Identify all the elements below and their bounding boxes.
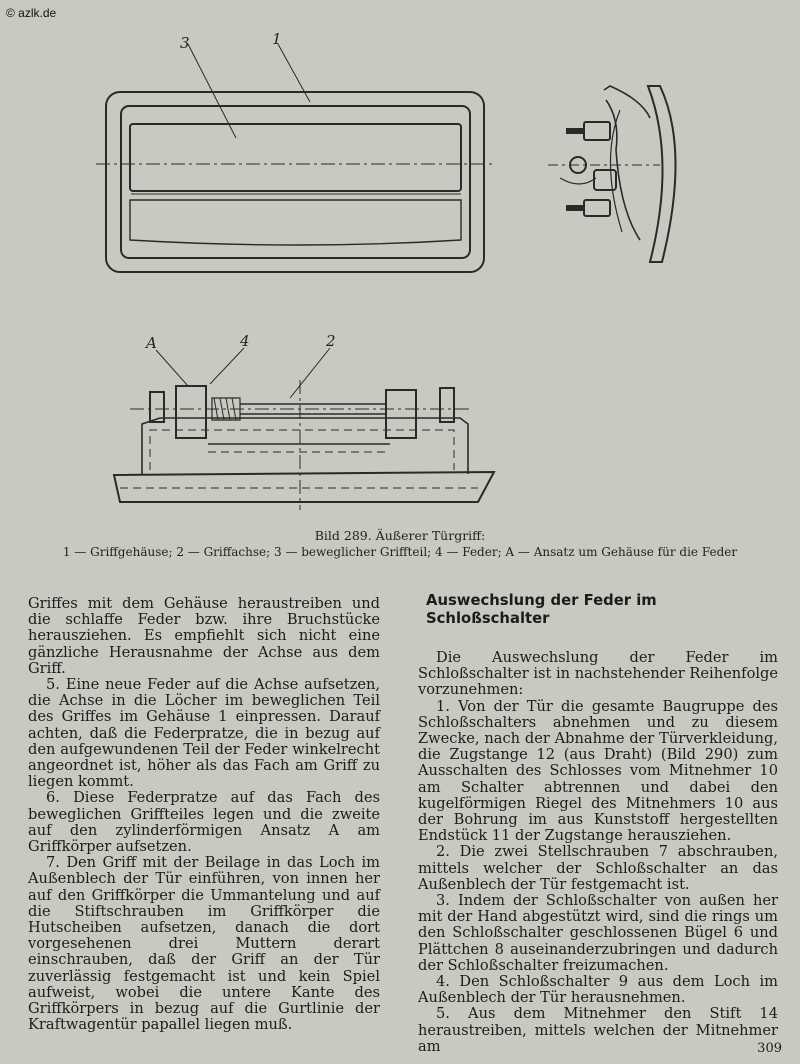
paragraph: 5. Eine neue Feder auf die Achse aufsetzen, die Achse in die Löcher im beweglichen Teil des Griffes im Gehäuse 1 einpressen. Darauf achten, daß die Federpratze, die in bezug auf den aufgewundenen Teil der Feder winkelrecht angeordnet ist, höher als das Fach am Griff zu liegen kommt. — [28, 676, 380, 791]
paragraph: 4. Den Schloßschalter 9 aus dem Loch im Außenblech der Tür herausnehmen. — [418, 973, 778, 1007]
label-4: 4 — [240, 332, 250, 350]
watermark: © azlk.de — [6, 6, 57, 20]
page-number: 309 — [757, 1041, 782, 1056]
paragraph: 2. Die zwei Stellschrauben 7 abschrauben, mittels welcher der Schloßschalter an das Außenblech der Tür festgemacht ist. — [418, 843, 778, 893]
paragraph: Griffes mit dem Gehäuse heraustreiben und die schlaffe Feder bzw. ihre Bruchstücke herausziehen. Es empfiehlt sich nicht eine gänzliche Herausnahme der Achse aus dem Griff. — [28, 595, 380, 677]
paragraph: 3. Indem der Schloßschalter von außen her mit der Hand abgestützt wird, sind die rings um den Schloßschalter geschlossenen Bügel 6 und Plättchen 8 auseinanderzubringen und dadurch der Schloßschalter freizumachen. — [418, 892, 778, 974]
label-a: A — [146, 334, 157, 352]
handle-side-view — [548, 86, 676, 262]
paragraph: 7. Den Griff mit der Beilage in das Loch im Außenblech der Tür einführen, von innen her auf den Griffkörper die Ummantelung und auf die Stiftschrauben im Griffkörper die Hutscheiben aufsetzen, danach die dort vorgesehenen drei Muttern derart einschrauben, daß der Griff an der Tür zuverlässig festgemacht ist und kein Spiel aufweist, wobei die untere Kante des Griffkörpers in bezug auf die Gurtlinie der Kraftwagentür papallel liegen muß. — [28, 854, 380, 1034]
handle-front-view — [96, 44, 494, 272]
label-1: 1 — [272, 30, 282, 48]
paragraph: 1. Von der Tür die gesamte Baugruppe des Schloßschalters abnehmen und zu diesem Zwecke, nach der Abnahme der Türverkleidung, die Zugstange 12 (aus Draht) (Bild 290) zum Ausschalten des Schlosses vom Mitnehmer 10 am Schalter abtrennen und dabei den kugelförmigen Riegel des Mitnehmers 10 aus der Bohrung im aus Kunststoff hergestellten Endstück 11 der Zugstange herausziehen. — [418, 697, 778, 845]
handle-section-view — [114, 348, 494, 510]
section-heading: Auswechslung der Feder im Schloßschalter — [426, 592, 657, 627]
right-column — [418, 592, 778, 1055]
paragraph: Die Auswechslung der Feder im Schloßschalter ist in nachstehender Reihenfolge vorzunehmen: — [418, 649, 778, 699]
label-2: 2 — [326, 332, 336, 350]
left-column — [28, 596, 380, 1033]
figure-caption — [20, 528, 780, 560]
caption-legend: 1 — Griffgehäuse; 2 — Griffachse; 3 — beweglicher Griffteil; 4 — Feder; A — Ansatz um Gehäuse für die Feder — [62, 545, 738, 559]
label-3: 3 — [180, 34, 190, 52]
paragraph: 5. Aus dem Mitnehmer den Stift 14 heraustreiben, mittels welchen der Mitnehmer am — [418, 1005, 778, 1055]
figure-door-handle — [0, 0, 800, 530]
paragraph: 6. Diese Federpratze auf das Fach des beweglichen Griffteiles legen und die zweite auf den zylinderförmigen Ansatz A am Griffkörper aufsetzen. — [28, 789, 380, 856]
caption-title: Bild 289. Äußerer Türgriff: — [314, 528, 486, 543]
